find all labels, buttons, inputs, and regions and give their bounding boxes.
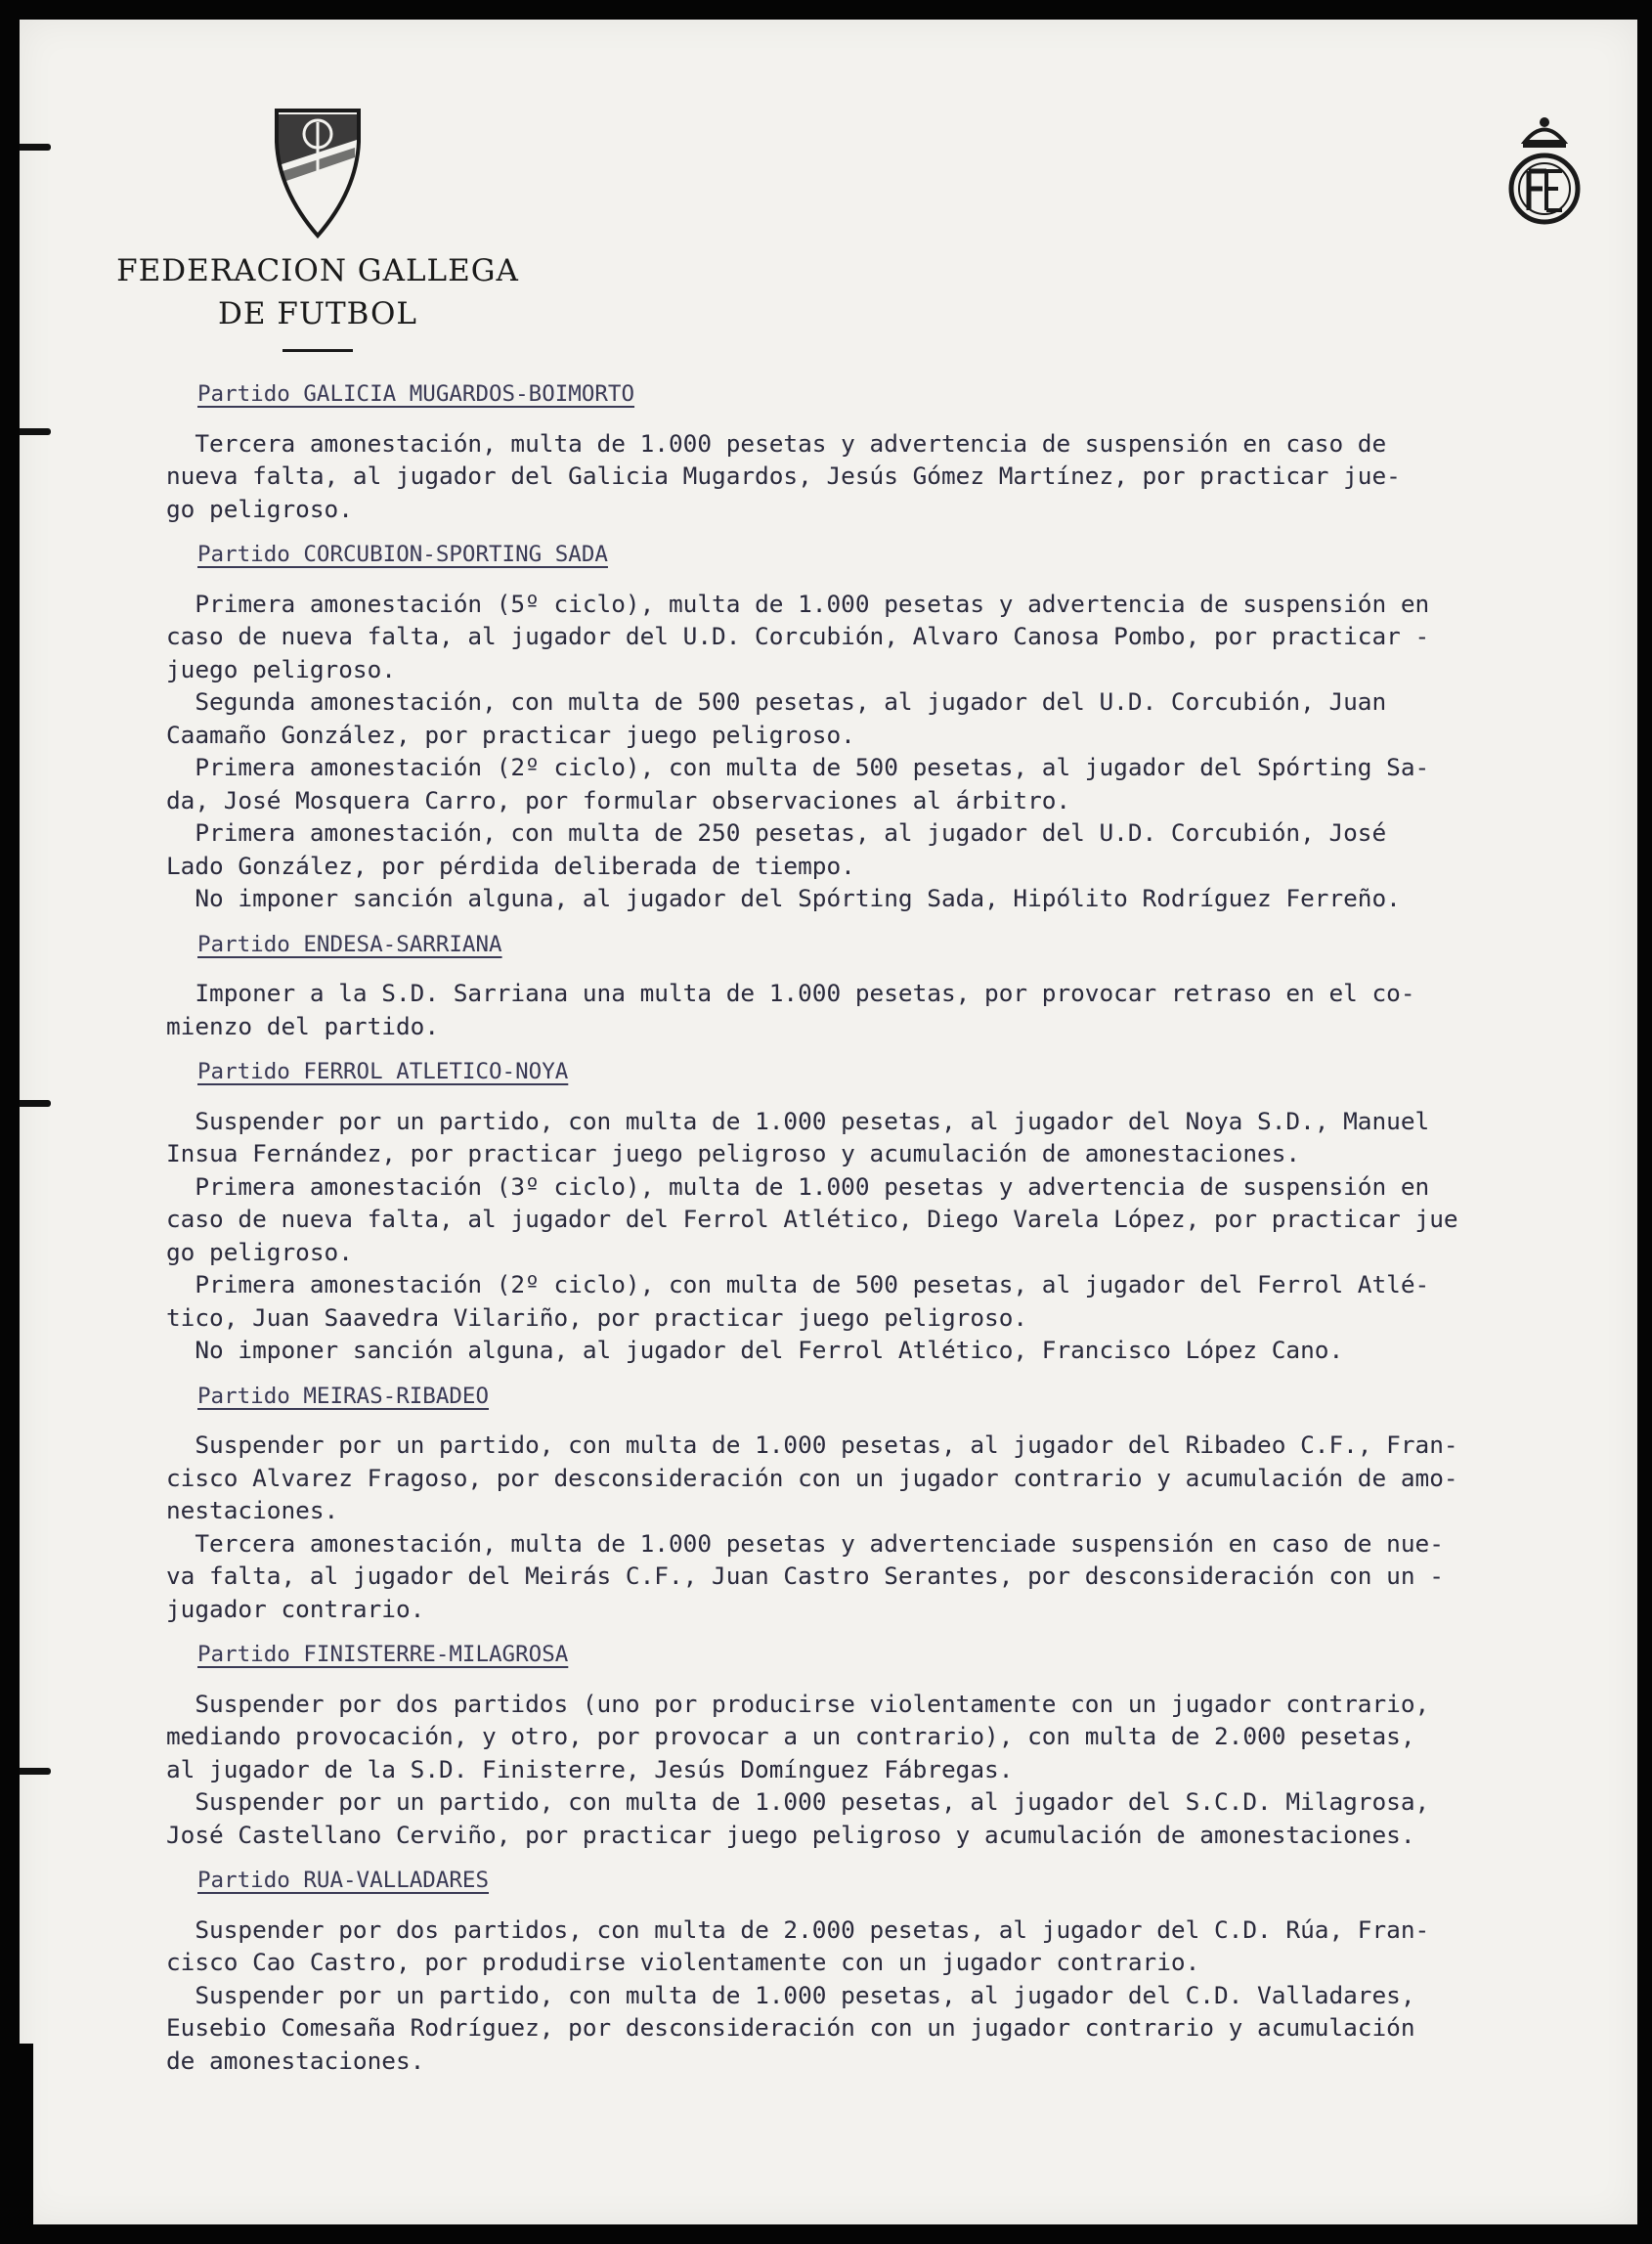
match-heading: Partido FERROL ATLETICO-NOYA bbox=[197, 1059, 569, 1084]
match-section bbox=[166, 1637, 1618, 1851]
match-section bbox=[166, 537, 1618, 915]
sanction-paragraph: No imponer sanción alguna, al jugador del Ferrol Atlético, Francisco López Cano. bbox=[166, 1336, 1344, 1364]
sanction-paragraph: Primera amonestación (2º ciclo), con multa de 500 pesetas, al jugador del Spórting Sa- da, José Mosquera Carro, por formular observaciones al árbitro. bbox=[166, 753, 1430, 814]
sanction-paragraph: Suspender por dos partidos (uno por producirse violentamente con un jugador contrario, mediando provocación, y otro, por provocar a un contrario), con multa de 2.000 pesetas, al jugador de la S.D. Finisterre, Jesús Domínguez Fábregas. bbox=[166, 1689, 1430, 1783]
match-heading: Partido MEIRAS-RIBADEO bbox=[197, 1383, 490, 1409]
sanction-paragraph: Suspender por un partido, con multa de 1.000 pesetas, al jugador del Noya S.D., Manuel Insua Fernández, por practicar juego peligroso y acumulación de amonestaciones. bbox=[166, 1106, 1430, 1167]
sanction-paragraph: Primera amonestación (5º ciclo), multa de 1.000 pesetas y advertencia de suspensión en caso de nueva falta, al jugador del U.D. Corcubión, Alvaro Canosa Pombo, por practicar - juego peligroso. bbox=[166, 589, 1430, 683]
sanction-paragraph: Tercera amonestación, multa de 1.000 pesetas y advertenciade suspensión en caso de nue- va falta, al jugador del Meirás C.F., Juan Castro Serantes, por desconsideración con un - jugador contrario. bbox=[166, 1528, 1444, 1623]
punch-mark-1 bbox=[20, 144, 51, 151]
federation-shield-icon bbox=[269, 103, 367, 240]
sanction-paragraph: Suspender por un partido, con multa de 1.000 pesetas, al jugador del Ribadeo C.F., Fran- cisco Alvarez Fragoso, por desconsideración con un jugador contrario y acumulación de amo- nestaciones. bbox=[166, 1430, 1458, 1524]
match-section bbox=[166, 1863, 1618, 2077]
sanction-paragraph: Segunda amonestación, con multa de 500 pesetas, al jugador del U.D. Corcubión, Juan Caamaño González, por practicar juego peligroso. bbox=[166, 687, 1387, 749]
org-name-line2: DE FUTBOL bbox=[217, 296, 417, 331]
sanction-paragraph: Tercera amonestación, multa de 1.000 pesetas y advertencia de suspensión en caso de nueva falta, al jugador del Galicia Mugardos, Jesús Gómez Martínez, por practicar jue- go peligroso. bbox=[166, 428, 1401, 523]
punch-mark-3 bbox=[20, 1100, 51, 1107]
org-name-line1: FEDERACION GALLEGA bbox=[116, 253, 519, 288]
sanction-paragraph: Suspender por dos partidos, con multa de 2.000 pesetas, al jugador del C.D. Rúa, Fran- cisco Cao Castro, por produdirse violentamente con un jugador contrario. bbox=[166, 1914, 1430, 1976]
sanction-paragraph: Primera amonestación (2º ciclo), con multa de 500 pesetas, al jugador del Ferrol Atlé- tico, Juan Saavedra Vilariño, por practicar juego peligroso. bbox=[166, 1270, 1430, 1332]
document-page bbox=[20, 20, 1637, 2224]
match-section bbox=[166, 1054, 1618, 1367]
sanction-paragraph: Imponer a la S.D. Sarriana una multa de 1.000 pesetas, por provocar retraso en el co- mienzo del partido. bbox=[166, 979, 1415, 1040]
match-heading: Partido GALICIA MUGARDOS-BOIMORTO bbox=[197, 381, 635, 407]
match-heading: Partido RUA-VALLADARES bbox=[197, 1868, 490, 1893]
sanction-paragraph: Primera amonestación (3º ciclo), multa de 1.000 pesetas y advertencia de suspensión en caso de nueva falta, al jugador del Ferrol Atlético, Diego Varela López, por practicar jue go peligroso. bbox=[166, 1171, 1458, 1266]
torn-edge bbox=[20, 2044, 33, 2224]
match-section bbox=[166, 1379, 1618, 1626]
sanction-paragraph: Primera amonestación, con multa de 250 pesetas, al jugador del U.D. Corcubión, José Lado González, por pérdida deliberada de tiempo. bbox=[166, 818, 1387, 880]
document-body bbox=[166, 376, 1618, 2077]
letterhead bbox=[59, 103, 577, 352]
punch-mark-2 bbox=[20, 428, 51, 435]
match-heading: Partido ENDESA-SARRIANA bbox=[197, 931, 502, 957]
sanction-paragraph: Suspender por un partido, con multa de 1.000 pesetas, al jugador del S.C.D. Milagrosa, José Castellano Cerviño, por practicar juego peligroso y acumulación de amonestaciones. bbox=[166, 1787, 1430, 1849]
match-heading: Partido FINISTERRE-MILAGROSA bbox=[197, 1642, 569, 1667]
match-heading: Partido CORCUBION-SPORTING SADA bbox=[197, 542, 608, 567]
match-section bbox=[166, 376, 1618, 525]
sanction-paragraph: No imponer sanción alguna, al jugador del Spórting Sada, Hipólito Rodríguez Ferreño. bbox=[166, 884, 1401, 912]
sanction-paragraph: Suspender por un partido, con multa de 1.000 pesetas, al jugador del C.D. Valladares, Eusebio Comesaña Rodríguez, por desconsideración con un jugador contrario y acumulación de amonestaciones. bbox=[166, 1980, 1415, 2075]
crowned-fef-seal-icon bbox=[1496, 112, 1593, 230]
punch-mark-4 bbox=[20, 1768, 51, 1775]
match-section bbox=[166, 927, 1618, 1043]
letterhead-rule bbox=[283, 349, 353, 352]
